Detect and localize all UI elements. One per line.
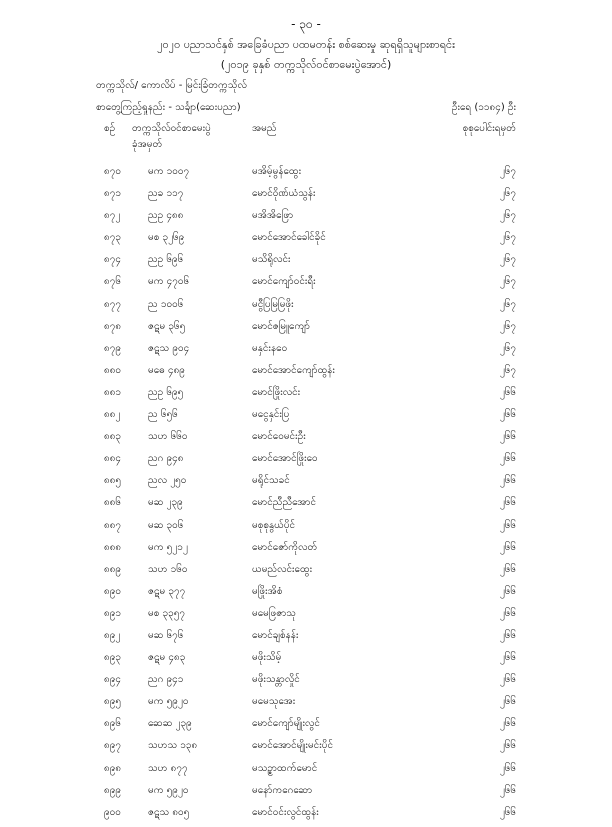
student-name: မမေသုအေး <box>252 696 296 708</box>
student-name: မမေဖြဇာသု <box>252 607 296 619</box>
total-marks: ၂၆၆ <box>499 453 516 465</box>
column-header-name: အမည် <box>252 123 277 134</box>
total-marks: ၂၆၆ <box>499 674 516 686</box>
table-row <box>0 606 612 628</box>
row-number: ၈၇၇ <box>104 298 121 310</box>
table-row <box>0 518 612 540</box>
total-marks: ၂၆၆ <box>499 607 516 619</box>
student-name: မောင်ဝင်းလွင်ထွန်း <box>252 806 319 818</box>
student-name: မရိုင်သခင် <box>252 475 290 487</box>
registration-number: ည ၁၀၀၆ <box>148 298 184 310</box>
row-number: ၈၈၀ <box>104 364 122 376</box>
registration-number: သဟ ၈၇၇ <box>148 762 188 774</box>
document-subtitle: (၂၀၁၉ ခုနှစ် တက္ကသိုလ်ဝင်စာမေးပွဲအောင်) <box>220 58 392 71</box>
registration-number: ဆေဆ ၂၃၉ <box>148 718 192 730</box>
student-name: မသိရိုလင်း <box>252 254 291 266</box>
table-row <box>0 252 612 274</box>
registration-number: မက ၅၂၁၂ <box>148 541 188 553</box>
student-name: မောင်ကျော်ဝင်းရီး <box>252 276 316 288</box>
registration-number: ညဂ ၉၄၁ <box>148 674 184 686</box>
student-name: မောင်အောင်မျိုးမင်းပိုင် <box>252 740 333 752</box>
student-name: မောင်ဇော်ကိုလတ် <box>252 541 318 553</box>
student-name: မောင်ကျော်မျိုးလွင် <box>252 718 320 730</box>
registration-number: မက ၁၀၀၇ <box>148 166 190 177</box>
registration-number: မဓေ ၄၈၉ <box>148 364 185 376</box>
total-marks: ၂၆၆ <box>499 519 516 531</box>
row-number: ၈၇၄ <box>104 254 121 266</box>
total-marks: ၂၆၆ <box>499 475 516 487</box>
registration-number: မက ၄၇၀၆ <box>148 276 190 288</box>
row-number: ၈၇၃ <box>104 232 121 244</box>
student-name: ယမည်လင်းထွေး <box>252 563 313 575</box>
row-number: ၈၇၈ <box>104 320 122 332</box>
table-row <box>0 584 612 606</box>
registration-number: ညဥ ၆၉၅ <box>148 386 184 398</box>
student-name: မောင်ဇမြူကျော် <box>252 320 310 332</box>
student-name: မောင်အောင်ကျော်ထွန်း <box>252 364 335 376</box>
student-name: မဖြိုးအိစံ <box>252 585 283 597</box>
total-marks: ၂၆၇ <box>499 210 516 222</box>
total-marks: ၂၆၇ <box>499 342 516 354</box>
table-row <box>0 297 612 319</box>
table-row <box>0 783 612 805</box>
total-marks: ၂၆၆ <box>499 431 516 443</box>
document-title: ၂၀၂၀ ပညာသင်နှစ် အခြေခံပညာ ပထမတန်း စစ်ဆေးမှု ဆုရရှိသူများစာရင်း <box>157 38 455 51</box>
total-marks: ၂၆၇ <box>499 254 516 266</box>
student-name: မောင်ဝိုဏ်ယံသွန်း <box>252 188 316 200</box>
row-number: ၈၈၆ <box>104 497 122 509</box>
student-name: မောင်ညီညီအောင် <box>252 497 317 509</box>
registration-number: ည ၆၅၆ <box>148 409 178 421</box>
total-marks: ၂၆၆ <box>499 784 516 796</box>
total-marks: ၂၆၆ <box>499 563 516 575</box>
row-number: ၉၀၀ <box>104 806 121 818</box>
student-name: မသဥ္စာထက်မောင် <box>252 762 318 774</box>
table-row <box>0 341 612 363</box>
row-number: ၈၇၂ <box>104 210 121 222</box>
registration-number: ဇဋမ ၃၆၅ <box>148 320 186 332</box>
total-marks: ၂၆၆ <box>499 585 516 597</box>
row-number: ၈၉၉ <box>104 784 121 796</box>
total-marks: ၂၆၆ <box>499 806 516 818</box>
total-marks: ၂၆၆ <box>499 541 516 553</box>
registration-number: ညခ ၁၁၇ <box>148 188 184 200</box>
row-number: ၈၈၅ <box>104 475 122 487</box>
table-row <box>0 186 612 208</box>
table-row <box>0 805 612 827</box>
registration-number: ညဥ ၄၈၈ <box>148 210 184 222</box>
row-number: ၈၈၉ <box>104 563 122 575</box>
row-number: ၈၈၃ <box>104 431 122 443</box>
total-marks: ၂၆၆ <box>499 629 516 641</box>
total-marks: ၂၆၆ <box>499 497 516 509</box>
registration-number: မဆ ၃၀၆ <box>148 519 184 531</box>
registration-number: ညဥ ၆၉၆ <box>148 254 184 266</box>
table-row <box>0 274 612 296</box>
table-row <box>0 319 612 341</box>
student-name: မငွေနှင်းပြ <box>252 409 290 421</box>
student-name: မငွီပြမြမြဖိုး <box>252 298 294 310</box>
registration-number: မဆ ၆၇၆ <box>148 629 184 641</box>
registration-number: ဇဋမ ၃၇၇ <box>148 585 186 597</box>
column-header-no: စဉ် <box>104 123 116 134</box>
total-marks: ၂၆၇ <box>499 188 516 200</box>
table-row <box>0 495 612 517</box>
row-number: ၈၉၆ <box>104 718 121 730</box>
row-number: ၈၉၇ <box>104 740 121 752</box>
student-name: မောင်ဝေမင်းဦး <box>252 431 306 443</box>
count-line: ဦးရေ (၁၁၈၄) ဦး <box>451 102 516 113</box>
row-number: ၈၉၁ <box>104 607 121 619</box>
table-row <box>0 473 612 495</box>
registration-number: မစ ၃၂၆၉ <box>148 232 185 244</box>
row-number: ၈၈၇ <box>104 519 122 531</box>
table-row <box>0 363 612 385</box>
row-number: ၈၉၃ <box>104 652 121 664</box>
total-marks: ၂၆၆ <box>499 652 516 664</box>
registration-number: သဟ ၁၆၀ <box>148 563 188 575</box>
column-header-marks: စုစုပေါင်းရမှတ် <box>462 123 516 134</box>
student-name: မောင်အောင်ခေါင်ခိုင် <box>252 232 326 244</box>
student-name: မောင်အောင်ဖြိုးဝေ <box>252 453 318 465</box>
registration-number: သဟသ ၁၃၈ <box>148 740 198 752</box>
student-name: မောင်ချစ်နန်း <box>252 629 299 641</box>
student-name: မစုစုနွယ်ပိုင် <box>252 519 296 531</box>
table-row <box>0 208 612 230</box>
table-row <box>0 164 612 186</box>
registration-number: မစ ၃၃၅၇ <box>148 607 186 619</box>
table-row <box>0 562 612 584</box>
table-row <box>0 451 612 473</box>
total-marks: ၂၆၇ <box>499 276 516 288</box>
total-marks: ၂၆၆ <box>499 386 516 398</box>
table-row <box>0 672 612 694</box>
table-row <box>0 385 612 407</box>
office-line: စာတွေ့ကြည့်ရှုနည်း - သင်္ချာ(ဆေးပညာ) <box>96 102 241 113</box>
row-number: ၈၈၂ <box>104 409 121 421</box>
total-marks: ၂၆၇ <box>499 364 516 376</box>
registration-number: မက ၅၉၂၀ <box>148 696 189 708</box>
results-list <box>0 164 612 827</box>
row-number: ၈၉၄ <box>104 674 121 686</box>
table-row <box>0 429 612 451</box>
department-line: တက္ကသိုလ်/ ကောလိပ် - မြင်းခြံတက္ကသိုလ် <box>96 80 247 91</box>
table-row <box>0 650 612 672</box>
registration-number: မဆ ၂၃၉ <box>148 497 183 509</box>
table-row <box>0 761 612 783</box>
column-header-registration-2: ခုံအမှတ် <box>132 139 163 150</box>
row-number: ၈၇၆ <box>104 276 121 288</box>
row-number: ၈၇၉ <box>104 342 121 354</box>
table-row <box>0 230 612 252</box>
total-marks: ၂၆၇ <box>499 232 516 244</box>
table-row <box>0 628 612 650</box>
row-number: ၈၇၁ <box>104 188 121 200</box>
row-number: ၈၉၂ <box>104 629 121 641</box>
row-number: ၈၉၀ <box>104 585 121 597</box>
total-marks: ၂၆၆ <box>499 740 516 752</box>
total-marks: ၂၆၆ <box>499 409 516 421</box>
registration-number: ဇဋသ ၉၀၄ <box>148 342 190 354</box>
total-marks: ၂၆၆ <box>499 718 516 730</box>
registration-number: ဇဋသ ၈၀၅ <box>148 806 190 818</box>
column-header-registration: တက္ကသိုလ်ဝင်စာမေးပွဲ <box>132 123 211 134</box>
student-name: မအိအိဖြော <box>252 210 294 222</box>
total-marks: ၂၆၆ <box>499 696 516 708</box>
student-name: မနှင်းနဝေ <box>252 342 288 354</box>
table-row <box>0 407 612 429</box>
table-row <box>0 694 612 716</box>
row-number: ၈၇၀ <box>104 166 121 177</box>
total-marks: ၂၆၇ <box>499 320 516 332</box>
registration-number: ဇဋမ ၄၈၃ <box>148 652 186 664</box>
student-name: မဖိုးသန္တာလှိုင် <box>252 674 300 686</box>
table-row <box>0 540 612 562</box>
student-name: မဖိုးသိမ့် <box>252 652 282 664</box>
student-name: မောင်ဖြိုးလင်း <box>252 386 301 398</box>
table-row <box>0 716 612 738</box>
total-marks: ၂၆၇ <box>499 298 516 310</box>
registration-number: မက ၅၉၂၀ <box>148 784 189 796</box>
row-number: ၈၈၄ <box>104 453 122 465</box>
registration-number: ညလ ၂၅၀ <box>148 475 187 487</box>
row-number: ၈၈၁ <box>104 386 122 398</box>
table-row <box>0 738 612 760</box>
total-marks: ၂၆၇ <box>499 166 516 177</box>
row-number: ၈၉၈ <box>104 762 122 774</box>
student-name: မနော်ကဂေဆော <box>252 784 313 796</box>
registration-number: သဟ ၆၆၀ <box>148 431 188 443</box>
row-number: ၈၉၅ <box>104 696 121 708</box>
row-number: ၈၈၈ <box>104 541 122 553</box>
student-name: မအိမ့်မွန်ထွေး <box>252 166 302 177</box>
page-number: - ၃၀ - <box>291 17 321 31</box>
total-marks: ၂၆၆ <box>499 762 516 774</box>
registration-number: ညဂ ၉၄၈ <box>148 453 184 465</box>
